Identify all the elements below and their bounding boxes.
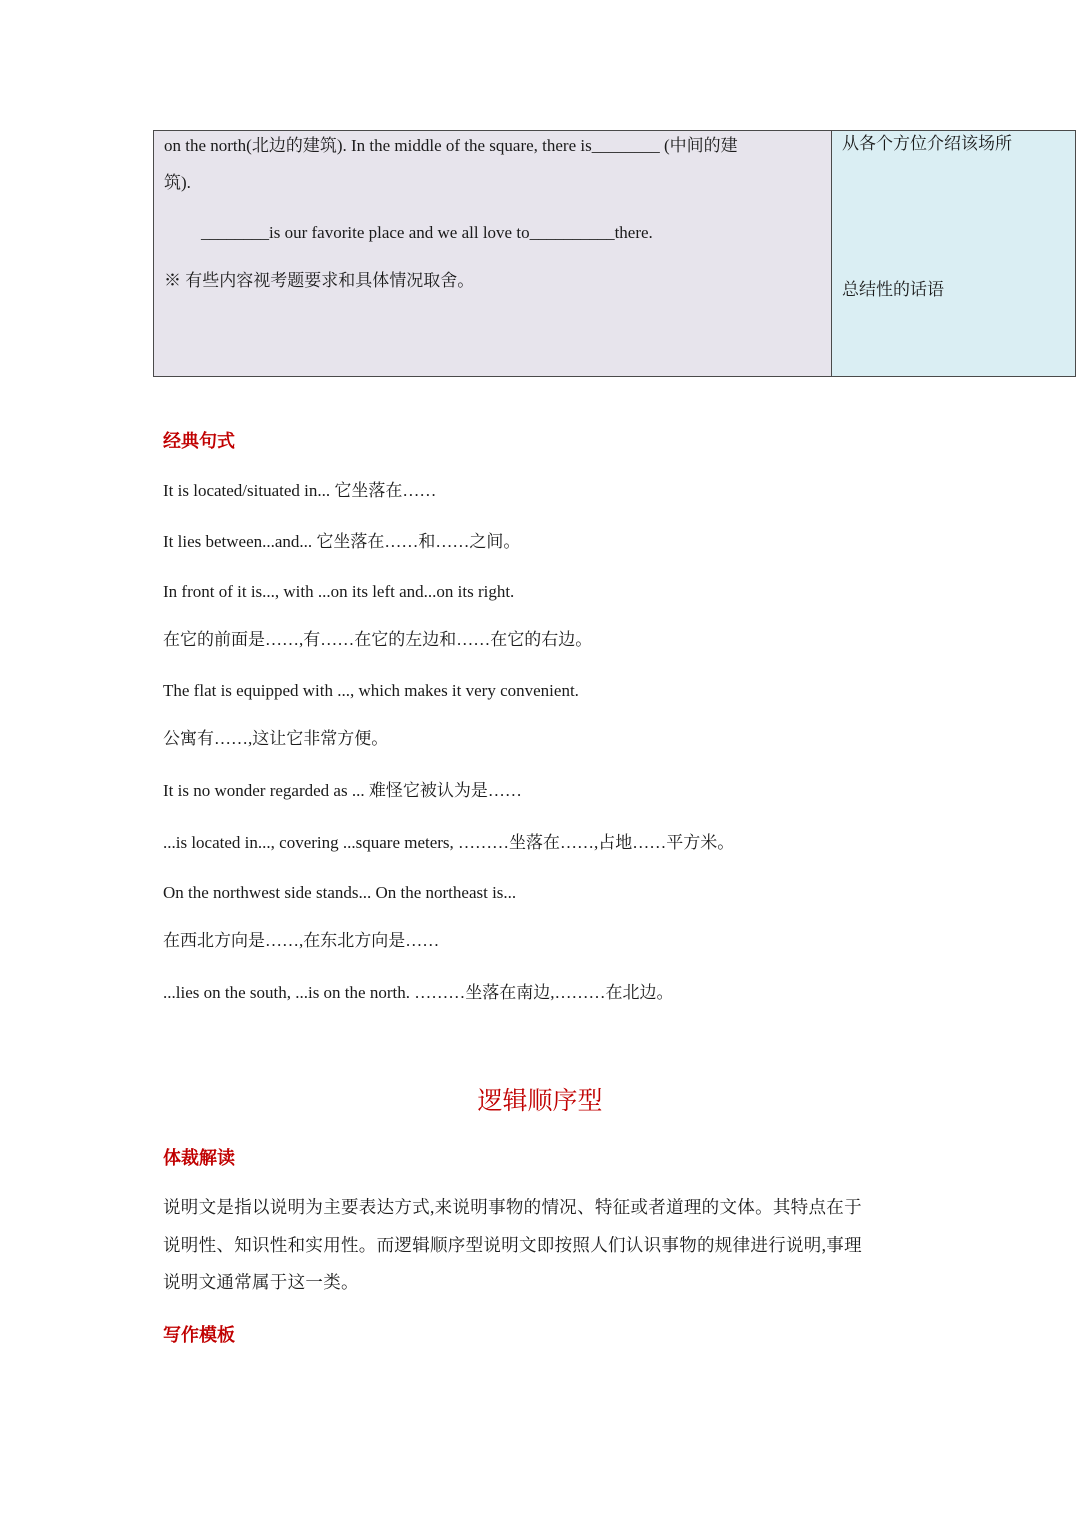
- sentence-line: It is no wonder regarded as ... 难怪它被认为是……: [163, 781, 522, 800]
- template-heading: 写作模板: [163, 1325, 235, 1346]
- outline-table: [153, 130, 1076, 377]
- sentence-line: 在西北方向是……,在东北方向是……: [163, 931, 440, 950]
- genre-heading: 体裁解读: [163, 1148, 235, 1169]
- note-summary: 总结性的话语: [842, 280, 944, 300]
- template-line-3: ________is our favorite place and we all love to__________there.: [201, 223, 653, 242]
- template-text-cell: [154, 131, 832, 376]
- template-line-1: on the north(北边的建筑). In the middle of the square, there is________ (中间的建: [164, 136, 738, 155]
- sentence-line: In front of it is..., with ...on its left and...on its right.: [163, 582, 515, 601]
- genre-paragraph-line: 说明性、知识性和实用性。而逻辑顺序型说明文即按照人们认识事物的规律进行说明,事理: [163, 1235, 862, 1255]
- genre-paragraph-line: 说明文通常属于这一类。: [163, 1272, 359, 1292]
- sentence-line: ...lies on the south, ...is on the north. ………坐落在南边,………在北边。: [163, 983, 674, 1002]
- genre-paragraph-line: 说明文是指以说明为主要表达方式,来说明事物的情况、特征或者道理的文体。其特点在于: [163, 1197, 862, 1217]
- sentence-line: It lies between...and... 它坐落在……和……之间。: [163, 532, 521, 551]
- sentence-line: On the northwest side stands... On the northeast is...: [163, 883, 517, 902]
- sentence-line: 公寓有……,这让它非常方便。: [163, 729, 389, 748]
- sentence-line: 在它的前面是……,有……在它的左边和……在它的右边。: [163, 630, 593, 649]
- classic-sentences-heading: 经典句式: [163, 431, 235, 452]
- sentence-line: It is located/situated in... 它坐落在……: [163, 481, 437, 500]
- notes-cell: [832, 131, 1075, 376]
- note-directions: 从各个方位介绍该场所: [842, 134, 1012, 154]
- template-note: ※ 有些内容视考题要求和具体情况取舍。: [164, 271, 475, 290]
- section-title: 逻辑顺序型: [477, 1086, 603, 1115]
- sentence-line: The flat is equipped with ..., which makes it very convenient.: [163, 681, 579, 700]
- sentence-line: ...is located in..., covering ...square meters, ………坐落在……,占地……平方米。: [163, 833, 735, 852]
- template-line-2: 筑).: [164, 173, 191, 192]
